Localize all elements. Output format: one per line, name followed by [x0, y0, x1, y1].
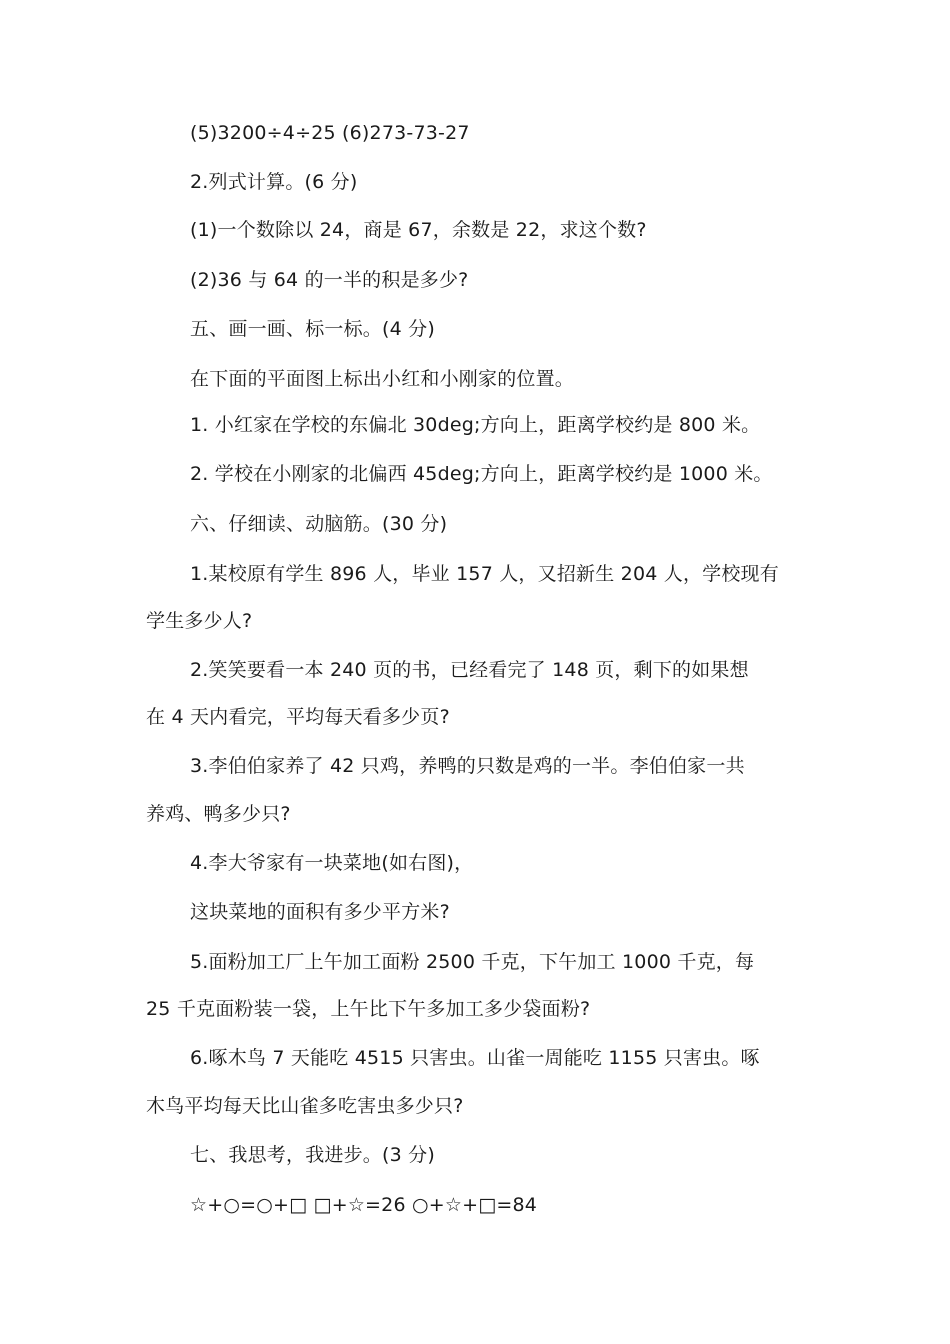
question-line-continued: 25 千克面粉装一袋，上午比下午多加工多少袋面粉? — [146, 998, 591, 1020]
instruction-line: 在下面的平面图上标出小红和小刚家的位置。 — [190, 368, 575, 390]
question-line: 5.面粉加工厂上午加工面粉 2500 千克，下午加工 1000 千克，每 — [190, 951, 755, 973]
question-line: 这块菜地的面积有多少平方米? — [190, 901, 450, 923]
section-heading-six: 六、仔细读、动脑筋。(30 分) — [190, 513, 448, 535]
question-line: 1. 小红家在学校的东偏北 30deg;方向上，距离学校约是 800 米。 — [190, 414, 761, 436]
question-line: 6.啄木鸟 7 天能吃 4515 只害虫。山雀一周能吃 1155 只害虫。啄 — [190, 1047, 760, 1069]
question-line: (2)36 与 64 的一半的积是多少? — [190, 269, 469, 291]
section-heading-written-calc: 2.列式计算。(6 分) — [190, 171, 358, 193]
section-heading-five: 五、画一画、标一标。(4 分) — [190, 318, 435, 340]
question-line: (1)一个数除以 24，商是 67，余数是 22，求这个数? — [190, 219, 647, 241]
question-line-continued: 在 4 天内看完，平均每天看多少页? — [146, 706, 450, 728]
calc-problems-5-6: (5)3200÷4÷25 (6)273-73-27 — [190, 122, 470, 144]
question-line: 1.某校原有学生 896 人，毕业 157 人，又招新生 204 人，学校现有 — [190, 563, 779, 585]
question-line: 4.李大爷家有一块菜地(如右图)， — [190, 852, 474, 874]
question-line: 2.笑笑要看一本 240 页的书，已经看完了 148 页，剩下的如果想 — [190, 659, 749, 681]
question-line: 3.李伯伯家养了 42 只鸡，养鸭的只数是鸡的一半。李伯伯家一共 — [190, 755, 745, 777]
section-heading-seven: 七、我思考，我进步。(3 分) — [190, 1144, 435, 1166]
question-line-continued: 学生多少人? — [146, 610, 253, 632]
symbol-equations: ☆+○=○+□ □+☆=26 ○+☆+□=84 — [190, 1194, 538, 1216]
question-line: 2. 学校在小刚家的北偏西 45deg;方向上，距离学校约是 1000 米。 — [190, 463, 773, 485]
question-line-continued: 木鸟平均每天比山雀多吃害虫多少只? — [146, 1095, 464, 1117]
question-line-continued: 养鸡、鸭多少只? — [146, 803, 291, 825]
